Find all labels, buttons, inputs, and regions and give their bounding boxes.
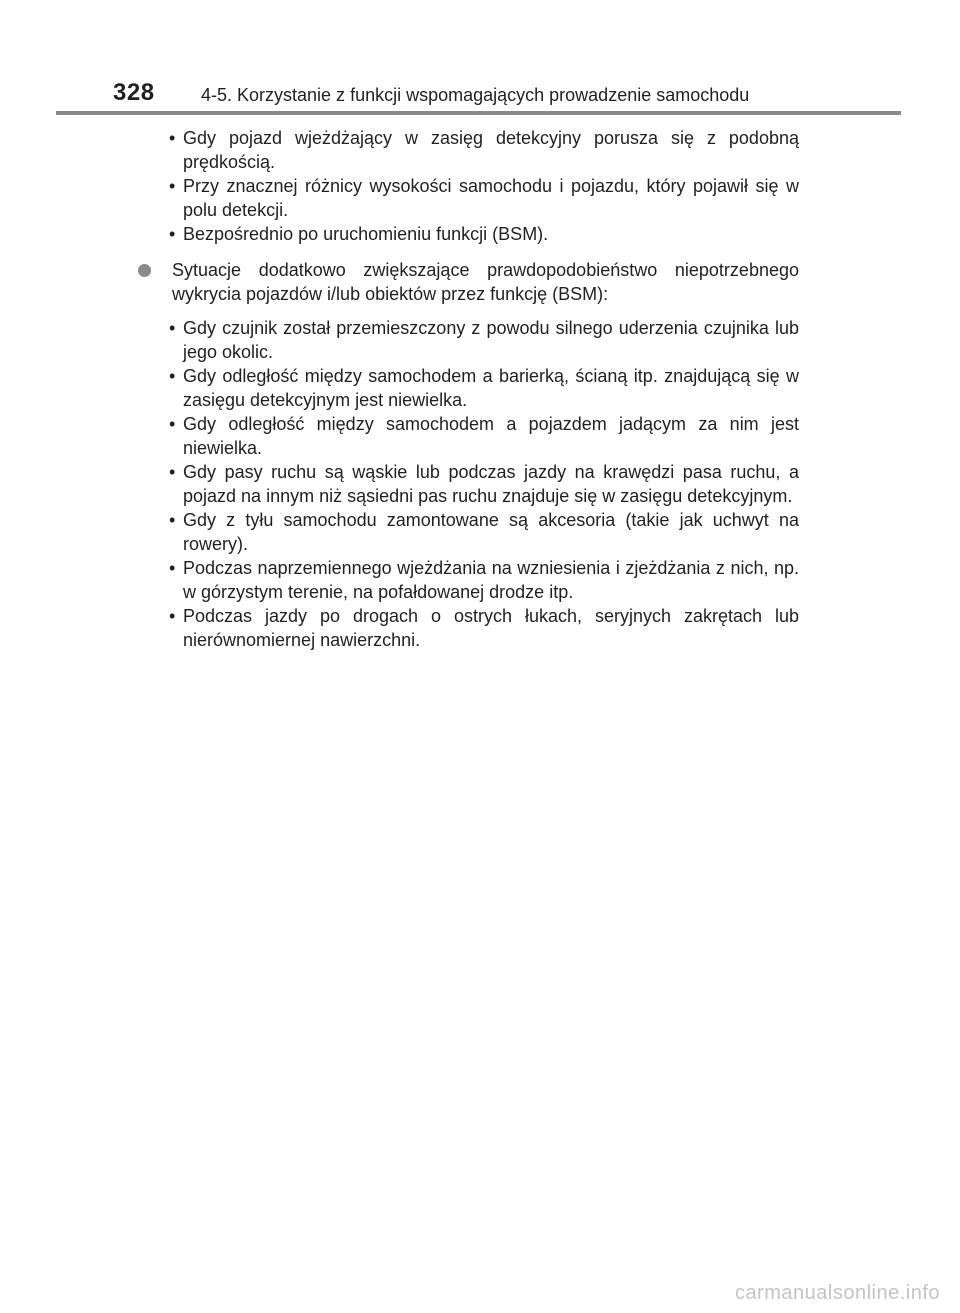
list-item: • Gdy pasy ruchu są wąskie lub podczas jazdy na krawędzi pasa ruchu, a pojazd na innym niż sąsiedni pas ruchu znajduje się w zasięgu detekcyjnym. [169,462,799,506]
section-heading: Sytuacje dodatkowo zwiększające prawdopodobieństwo niepotrzebnego wykrycia pojazdów i/lub obiektów przez funkcję (BSM): [172,260,799,304]
bullet-icon: • [169,176,176,196]
circle-bullet-icon [138,264,151,277]
list-item: • Gdy odległość między samochodem a barierką, ścianą itp. znajdującą się w zasięgu detekcyjnym jest niewielka. [169,366,799,410]
page-content [0,126,960,652]
watermark: carmanualsonline.info [734,1282,940,1304]
list-item: • Gdy pojazd wjeżdżający w zasięg detekcyjny porusza się z podobną prędkością. [169,128,799,172]
bullet-icon: • [169,414,176,434]
header-divider [56,111,901,115]
bullet-icon: • [169,606,176,626]
situations-bullet-list [0,316,960,652]
list-item: • Gdy czujnik został przemieszczony z powodu silnego uderzenia czujnika lub jego okolic. [169,318,799,362]
intro-bullet-list [0,126,960,246]
bullet-icon: • [169,558,176,578]
list-item: • Gdy odległość między samochodem a pojazdem jadącym za nim jest niewielka. [169,414,799,458]
list-item: • Gdy z tyłu samochodu zamontowane są akcesoria (takie jak uchwyt na rowery). [169,510,799,554]
list-item: • Przy znacznej różnicy wysokości samochodu i pojazdu, który pojawił się w polu detekcji. [169,176,799,220]
list-item: • Podczas naprzemiennego wjeżdżania na wzniesienia i zjeżdżania z nich, np. w górzystym terenie, na pofałdowanej drodze itp. [169,558,799,602]
bullet-icon: • [169,224,176,244]
bullet-icon: • [169,366,176,386]
page-number: 328 [113,79,155,106]
bullet-icon: • [169,462,176,482]
list-item: • Podczas jazdy po drogach o ostrych łukach, seryjnych zakrętach lub nierównomiernej nawierzchni. [169,606,799,650]
bullet-icon: • [169,318,176,338]
bullet-icon: • [169,128,176,148]
false-detection-section [0,258,960,652]
section-title: 4-5. Korzystanie z funkcji wspomagających prowadzenie samochodu [201,85,750,105]
list-item: • Bezpośrednio po uruchomieniu funkcji (BSM). [169,224,549,244]
bullet-icon: • [169,510,176,530]
page-header [0,0,960,116]
